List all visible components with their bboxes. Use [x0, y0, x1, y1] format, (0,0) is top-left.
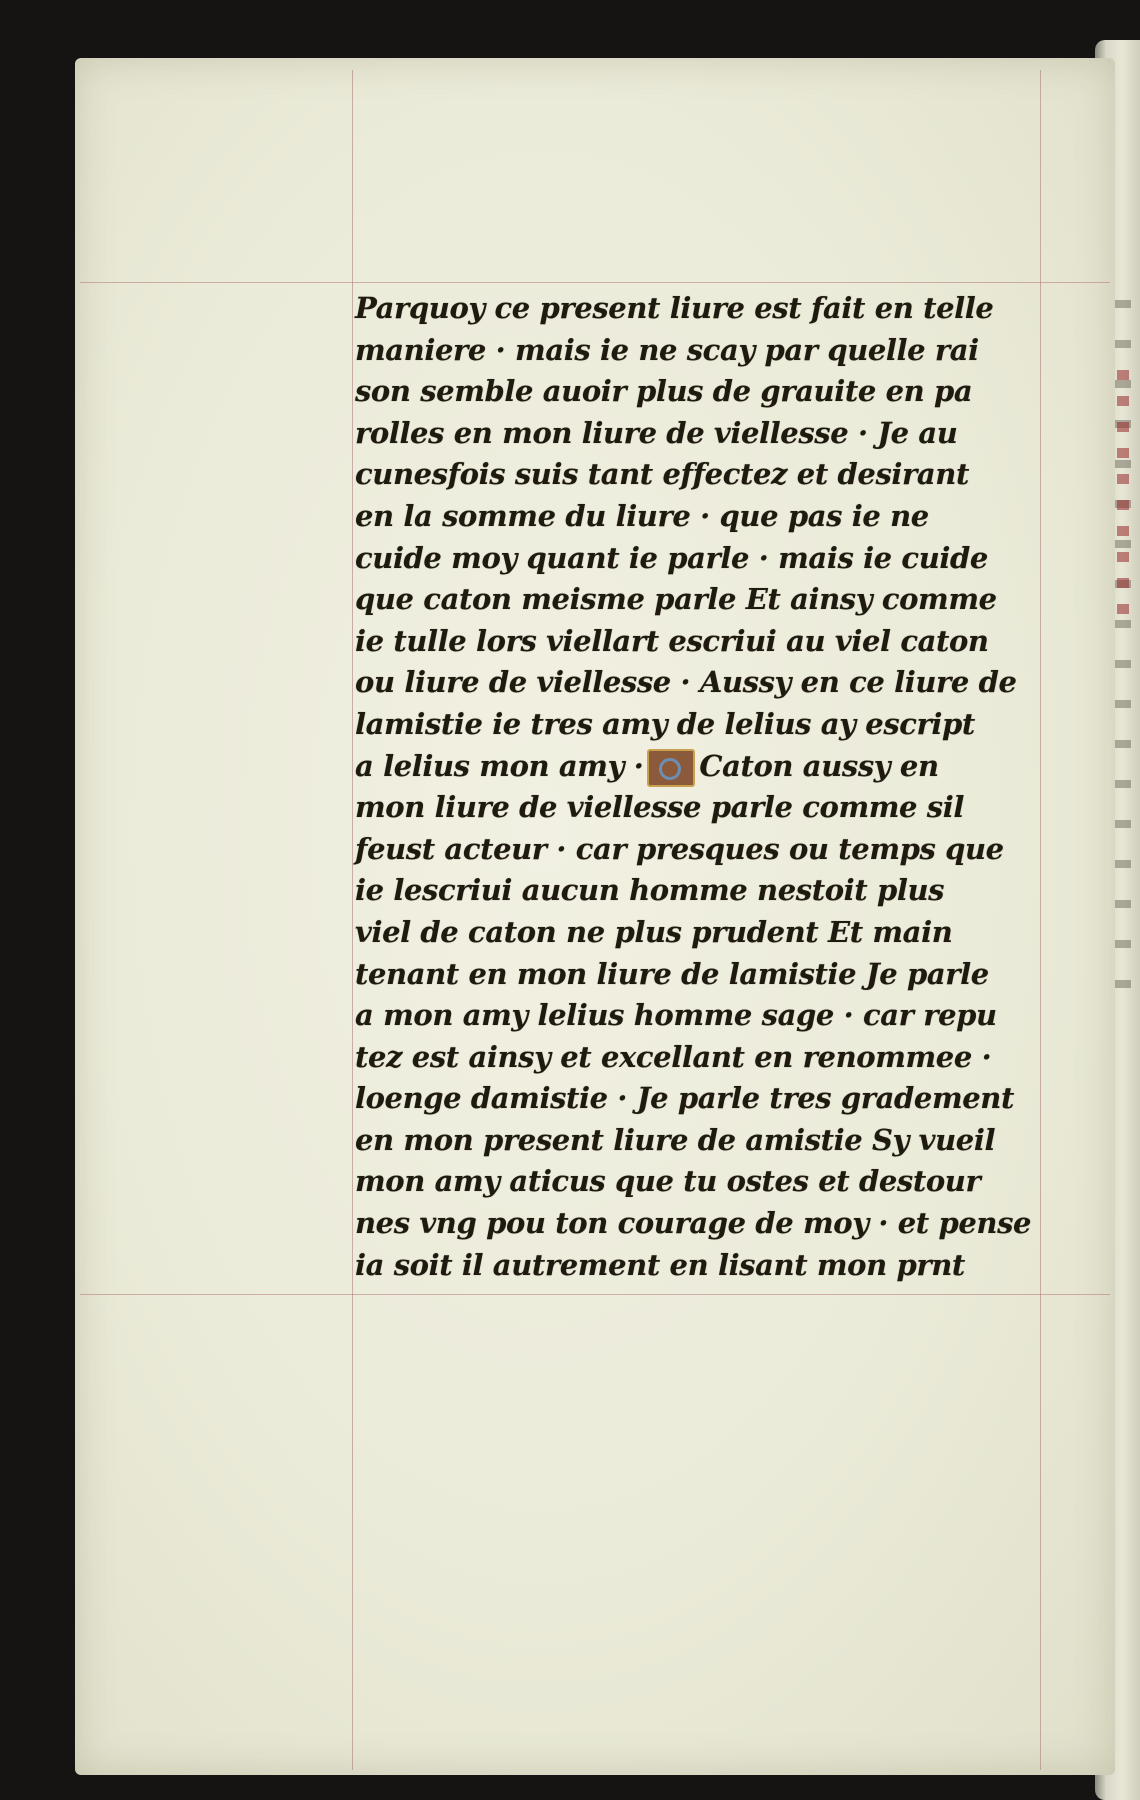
- text-line: maniere · mais ie ne scay par quelle rai: [355, 332, 979, 367]
- text-line: en mon present liure de amistie Sy vueil: [355, 1122, 996, 1157]
- text-line: cuide moy quant ie parle · mais ie cuide: [355, 540, 988, 575]
- text-line-start: a lelius mon amy ·: [355, 748, 644, 783]
- text-line: tenant en mon liure de lamistie Je parle: [355, 956, 989, 991]
- ruling-left-margin: [352, 70, 353, 1770]
- text-line: que caton meisme parle Et ainsy comme: [355, 582, 997, 617]
- ruling-bottom: [80, 1294, 1110, 1295]
- text-line: rolles en mon liure de viellesse · Je au: [355, 415, 958, 450]
- text-line-end: Caton aussy en: [699, 748, 939, 783]
- text-line-with-initial: [355, 746, 1045, 788]
- text-line: feust acteur · car presques ou temps que: [355, 831, 1004, 866]
- text-line: tez est ainsy et excellant en renommee ·: [355, 1039, 992, 1074]
- ruling-top: [80, 282, 1110, 283]
- illuminated-initial: [647, 749, 695, 787]
- text-line: ie tulle lors viellart escriui au viel caton: [355, 623, 989, 658]
- text-line: son semble auoir plus de grauite en pa: [355, 374, 973, 409]
- facing-page-rubric: [1117, 370, 1129, 630]
- text-line: viel de caton ne plus prudent Et main: [355, 914, 953, 949]
- text-line: ie lescriui aucun homme nestoit plus: [355, 873, 945, 908]
- manuscript-text: [355, 288, 1045, 1286]
- text-line: ia soit il autrement en lisant mon prnt: [355, 1247, 965, 1282]
- text-line: mon amy aticus que tu ostes et destour: [355, 1164, 981, 1199]
- text-line: loenge damistie · Je parle tres gradement: [355, 1081, 1014, 1116]
- text-line: ou liure de viellesse · Aussy en ce liure de: [355, 665, 1017, 700]
- text-line: nes vng pou ton courage de moy · et pense: [355, 1206, 1032, 1241]
- text-line: cunesfois suis tant effectez et desirant: [355, 457, 969, 492]
- text-line: mon liure de viellesse parle comme sil: [355, 790, 964, 825]
- text-line: en la somme du liure · que pas ie ne: [355, 498, 929, 533]
- text-line: a mon amy lelius homme sage · car repu: [355, 998, 997, 1033]
- text-line: lamistie ie tres amy de lelius ay escript: [355, 706, 975, 741]
- text-line: Parquoy ce present liure est fait en telle: [355, 291, 994, 325]
